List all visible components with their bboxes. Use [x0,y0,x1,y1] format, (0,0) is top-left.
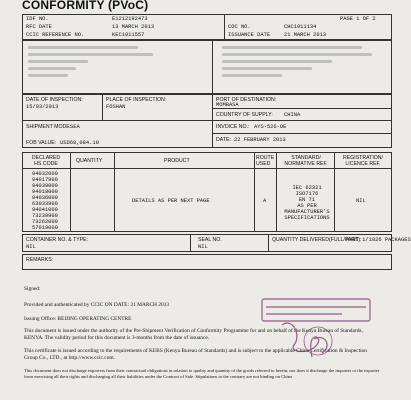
invoice-no-label: INVOICE NO.: [216,124,250,130]
invoice-date-label: DATE: [216,137,231,143]
hs-code-item: 57019000 [32,225,58,231]
page-indicator: PAGE 1 OF 2 [340,16,376,22]
country-supply-value: CHINA [284,112,301,118]
ccic-ref-label: CCIC REFERENCE NO. [26,32,85,38]
hs-code-item: 94017900 [32,177,58,183]
standard-value: IEC 62321 ISO7176 EN 71 AS PER MANUFACTURER'S SPECIFICATIONS [284,185,330,221]
col-declared-hs: DECLARED HS CODE [31,155,61,167]
container-label: CONTAINER NO. & TYPE: [26,237,89,243]
rfc-date-value: 13 MARCH 2013 [112,24,155,30]
qty-delivered-value: PART 1/1026 PACKAGES [346,237,411,243]
fob-label: FOB VALUE: [26,140,57,146]
coc-label: COC NO. [228,24,251,30]
remarks-box [22,254,392,270]
issuance-date-label: ISSUANCE DATE [228,32,271,38]
idf-value: E1212192473 [112,16,148,22]
kebs-paragraph: This certificate is issued according to the requirements of KEBS (Kenya Bureau of Standards) and is subject to the applicable China Certification & Inspection Group Co., LTD., at http://www.ccic.com. [24,348,367,361]
certificate-document [22,0,411,400]
rfc-date-label: RFC DATE [26,24,52,30]
signed-label: Signed: [24,286,41,292]
col-registration: REGISTRATION/ LICENCE REF. [343,155,383,167]
hs-code-item: 84036000 [32,195,58,201]
official-stamp-signature [222,295,372,375]
document-title: CONFORMITY (PVoC) [22,0,149,12]
idf-label: IDF NO. [26,16,49,22]
inspection-place-value: FOSHAN [106,104,126,110]
hs-code-item: 94041000 [32,207,58,213]
col-standard: STANDARD/ NORMATIVE REF. [284,155,328,167]
ccic-ref-value: KEC1011557 [112,32,145,38]
issuance-date-value: 21 MARCH 2013 [284,32,327,38]
seal-value: NIL [198,244,208,250]
port-destination-label: PORT OF DESTINATION: [216,97,277,103]
country-supply-label: COUNTRY OF SUPPLY: [216,112,273,118]
seal-label: SEAL NO. [198,237,222,243]
issuing-office-line: Issuing Office: BEIJING OPERATING CENTRE [24,316,132,322]
hs-code-item: 63033900 [32,201,58,207]
shipment-mode-label: SHIPMENT MODE: [26,124,72,130]
hs-code-item: 94018000 [32,189,58,195]
col-route: ROUTE USED [256,155,275,167]
invoice-date-value: 22 FEBRUARY 2013 [234,137,286,143]
route-value: A [263,198,267,204]
fob-value: USD68,084.10 [60,140,99,146]
inspection-date-value: 15/03/2013 [26,104,59,110]
hs-code-item: 73239900 [32,213,58,219]
hs-code-item: 94039000 [32,183,58,189]
registration-value: NIL [356,198,366,204]
coc-value: CHC1011134 [284,24,317,30]
hs-code-item: 94032000 [32,171,58,177]
authority-paragraph: This document is issued under the authority of the Pre-Shipment Verification of Conformity Programme for and on behalf of the Kenya Bureau of Standards, KENYA. The validity period for this document is 3-months from the date of issuance. [24,328,363,341]
product-details: DETAILS AS PER NEXT PAGE [132,198,210,204]
remarks-label: REMARKS: [26,257,54,263]
inspection-place-label: PLACE OF INSPECTION: [106,97,167,103]
invoice-no-value: AYS-526-OE [254,124,287,130]
provided-line: Provided and authenticated by CCIC ON DATE: 21 MARCH 2013 [24,302,170,308]
liability-paragraph: This document does not discharge exporters from their contractual obligations in relation to quality and quantity of the goods referred to herein, nor does it discharge the importer or the exporter from exercising all their rights and discharging all their liabilities under the Contract of Sale. Stipulations to the contrary are not binding on China [24,368,380,379]
qty-delivered-label: QUANTITY DELIVERED(FULL/PART): [272,237,362,243]
hs-code-item: 73262000 [32,219,58,225]
col-product: PRODUCT [164,158,190,164]
container-value: NIL [26,244,36,250]
shipment-mode-value: SEA [70,124,80,130]
inspection-date-label: DATE OF INSPECTION: [26,97,83,103]
port-destination-value: MOMBASA [216,102,239,108]
col-quantity: QUANTITY [76,158,103,164]
